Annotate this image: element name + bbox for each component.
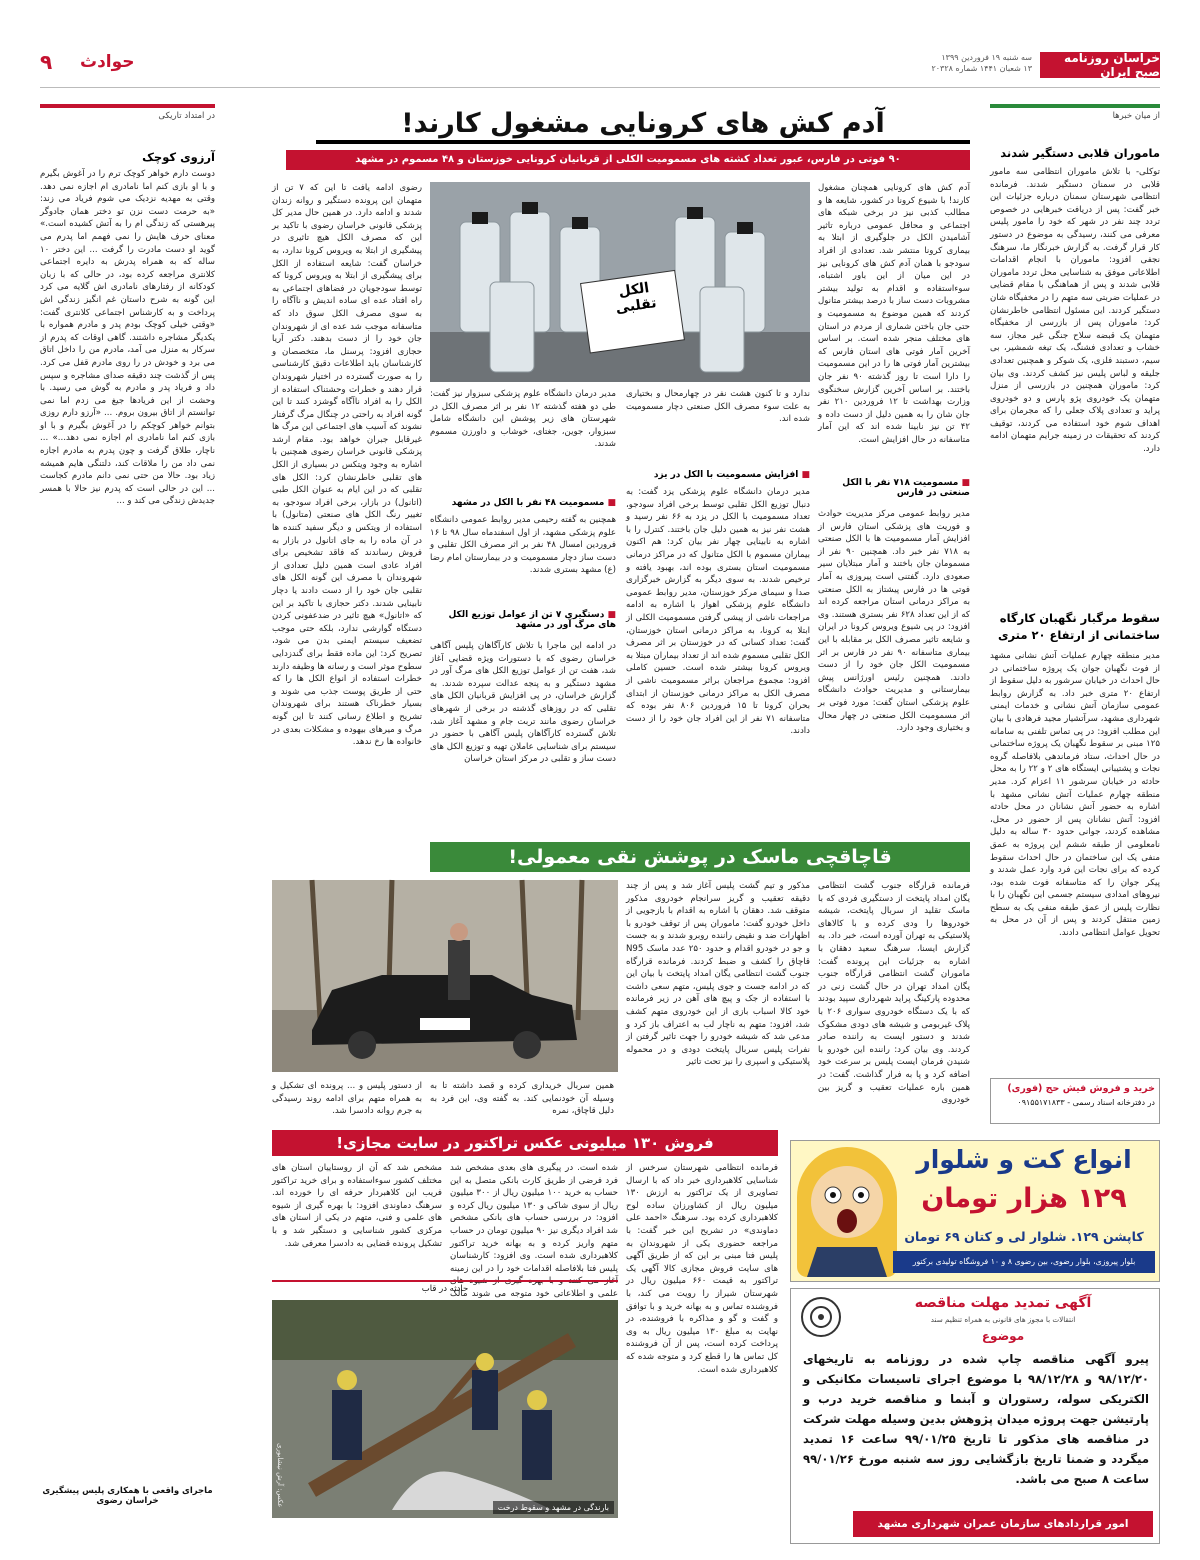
hajj-ad: خرید و فروش فیش حج (فوری) در دفترخانه اسناد رسمی - ۰۹۱۵۵۱۷۱۸۳۳ [990,1078,1160,1124]
police-car-photo [272,880,618,1072]
main-col1-text: آدم کش های کرونایی همچنان مشغول کارند! با شیوع کرونا در کشور، شایعه ها و مطالب کذبی نیز در برخی شبکه های اجتماعی و محافل عمومی درباره تاثیر آشامیدن الکل در جلوگیری از ابتلا به بیماری کرونا منتشر شد. تعدادی از افراد سودجو با همان آدم کش های کرونایی نیز در این میان از این باور اشتباه، سوءاستفاده و اقدام به تولید بیشتر مشروبات دست ساز با درصد بیشتر متانول کردند که همین موضوع به مسمومیت و حتی جان باختن شماری از مردم در استان های مختلف منجر شده است. بر اساس آخرین آمار فوتی های استان فارس که بیشترین آمار فوتی ها را در این مسمومیت را دارا است تا روز گذشته ۹۰ نفر جان باختند. بر اساس آخرین گزارش سخنگوی وزارت بهداشت تا ۱۲ فروردین ۲۱۰ نفر جان شان را به همین دلیل از دست داده و ۴۲ تن نیز نابینا شده اند که این آمار متاسفانه در حال افزایش است. [818,183,971,445]
tractor-col2: شده است. در پیگیری های بعدی مشخص شد فرد فرضی از طریق کارت بانکی متصل به این حساب به خرید ۱۰۰ میلیون ریال از ۳۰۰ میلیون ریال از سوی شاکی و ۱۳۰ میلیون ریال کرده و افزود: در بررسی حساب های بانکی مشخص شد افراد دیگری نیز ۹۰ میلیون تومان در حساب متهم واریز کرده و به بهانه خرید تراکتور کلاهبرداری شده است. وی افزود: کارشناسان پلیس فتا بلافاصله اقدامات خود را در این زمینه آغاز می کنند و با بهره گیری از شیوه های علمی و اطلاعاتی خود متوجه می شوند مالک [450,1163,619,1299]
story2-body: مدیر منطقه چهارم عملیات آتش نشانی مشهد از فوت نگهبان جوان یک پروژه ساختمانی در حال احداث در خیابان سرشور به دلیل سقوط از ارتفاع ۲۰ متری خبر داد. به گزارش روابط عمومی سازمان آتش نشانی و خدمات ایمنی شهرداری مشهد، سرآتشیار مجید فرهادی با بیان این مطلب افزود: در پی تماس تلفنی به سامانه ۱۲۵ مبنی بر سقوط نگهبان یک پروژه ساختمانی در حال احداث، ستاد فرماندهی بلافاصله گروه نجات و پشتیبانی ایستگاه های ۲ و ۲۲ را به محل حادثه در خیابان سرشور ۱۱ اعزام کرد. مدیر منطقه چهارم عملیات آتش نشانی مشهد با اشاره به حضور آتش نشانان در محل حادثه افزود: آتش نشانان پس از حضور در محل، مشاهده کردند، جوانی حدود ۳۰ ساله به دلیل نامعلومی از طبقه ششم این پروژه به عمق منفی یک این ساختمان در حال احداث سقوط کرده که برای نجات این فرد وارد عمل شدند و پیکر جوان را که متاسفانه فوت شده بود، نیروهای امدادی سیستم جسمی این نگهبان را با نظارت پلیس از عمق طبقه منفی یک به سطح زمین منتقل کردند و پس از آن در محل به تحویل عوامل انتظامی دادند. [990,651,1160,939]
car-illustration [272,880,618,1072]
main-col2-subhead: ■ افزایش مسمومیت با الکل در یزد [626,470,810,480]
main-story-subtitle: ۹۰ فوتی در فارس، عبور تعداد کشته های مسمومیت الکلی از قربانیان کرونایی خوزستان و ۴۸ مسموم در مشهد [286,150,970,170]
smuggle-col3: همین سربال خریداری کرده و قصد داشته تا به وسیله آن خودنمایی کند. به گفته وی، این فرد به دلیل قاچاق، نمره [430,1081,614,1117]
smuggle-col1: فرمانده قرارگاه جنوب گشت انتظامی یگان امداد پایتخت از دستگیری فردی که با ماسک تقلید از سربال پایتخت، شیشه خودروها را ودی کرده و با کالاهای پلاستیکی به تهران آورده است، خبر داد. به گزارش ایسنا، سرهنگ سعید دهقان با اشاره به جزئیات این پرونده گفت: ماموران گشت انتظامی قرارگاه جنوب یگان امداد تهران در حال گشت زنی در محدوده پارکینگ پراید شهرداری سپید بودند که با یک دستگاه خودروی سواری ۲۰۶ با پلاک غیربومی و شیشه های دودی مشکوک شدند و دستور ایست به راننده صادر کردند. وی بیان کرد: راننده این خودرو با شنیدن فرمان ایست پلیس بر سرعت خود اضافه کرد و پا به فرار گذاشت. گفت: در همین باره عملیات تعقیب و گریز بین خودروی [818,881,970,1106]
story2-title: سقوط مرگبار نگهبان کارگاه ساختمانی از ارتفاع ۲۰ متری [997,611,1160,642]
tractor-col1: فرمانده انتظامی شهرستان سرخس از شناسایی کلاهبرداری خبر داد که با ارسال تصاویری از یک تراکتور به ارزش ۱۳۰ میلیون ریال از کشاورزان ساده لوح کلاهبرداری کرده بود. سرهنگ «احمد علی دماوندی» در تشریح این خبر گفت: با مراجعه حضوری یکی از شهروندان به پلیس فتا مبنی بر این که از طریق آگهی های سایت فروش مجازی کالا آگهی یک تراکتور به قیمت ۶۶۰ میلیون ریال در شهرستان شیراز را رویت می کند، با فروشنده تماس و به بهانه خرید و با توافق و گفت و گو و مذاکره با فروشنده، در نهایت به مبلغ ۱۳۰ میلیون ریال به وی پرداخت کرده است، پس از آن فروشنده کل تماس ها را قطع کرد و متوجه شده که کلاهبرداری شده است. [626,1163,778,1375]
newspaper-logo: خراسان روزنامه صبح ایران [1040,52,1160,78]
tractor-scam-title: فروش ۱۳۰ میلیونی عکس تراکتور در سایت مجازی! [272,1130,778,1156]
main-col3-text: مدیر درمان دانشگاه علوم پزشکی سبزوار نیز گفت: طی دو هفته گذشته ۱۲ نفر بر اثر مصرف الکل در شهرستان های زیر پوشش این دانشگاه شامل سبزوار، جوین، جغتای، خوشاب و داورزن مسموم شدند. [430,389,616,450]
main-col3-text-b: همچنین به گفته رحیمی مدیر روابط عمومی دانشگاه علوم پزشکی مشهد، از اول اسفندماه سال ۹۸ تا ۱۶ فروردین امسال ۴۸ نفر بر اثر مصرف الکل تقلبی و دست ساز دچار مسمومیت و در بیمارستان امام رضا (ع) مشهد بستری شدند. [430,515,616,576]
smuggle-col2: مذکور و تیم گشت پلیس آغاز شد و پس از چند دقیقه تعقیب و گریز سرانجام خودروی مذکور متوقف شد. دهقان با اشاره به اقدام با بازجویی از داخل خودرو گفت: ماموران پس از توقف خودرو با اظهارات ضد و نقیض راننده روبرو شدند و به جست و جو در خودرو اقدام و حدود ۲۵۰ عدد ماسک N95 قاچاق را کشف و ضبط کردند. فرمانده قرارگاه جنوب گشت انتظامی یگان امداد پایتخت با بیان این که در ادامه جست و جوی پلیس، متهم سعی داشت با استفاده از جک و پیچ های آهن در زیر فرمانده خود کالا اسباب بازی از این خودروی متهم کشف شد، افزود: متهم به ناچار لب به اعتراف باز کرد و مدعی شد که شیشه خودرو را جهت تاثیر گرفتن از نفرات پلیس سربال پایتخت دودی و در محموله پلاستیکی و اسپری را نیز تحت تاثیر [626,881,810,1068]
main-col2-text: ندارد و تا کنون هشت نفر در چهارمحال و بختیاری به علت سوء مصرف الکل صنعتی دچار مسمومیت شده اند. [626,389,810,425]
tree-photo-credit: عکس: آرش نیشابوری [276,1443,284,1508]
tree-illustration [272,1300,618,1518]
photo-frame-label: حادثه در قاب [272,1280,618,1296]
bottles-illustration [430,182,810,382]
suit-ad-headline: انواع کت و شلوار [916,1145,1132,1174]
tender-ad-note: انتقالات با مجوز های قانونی به همراه تنظیم سند [930,1315,1076,1324]
tender-ad-subject: موضوع [981,1329,1025,1343]
main-col1-subhead: ■ مسمومیت ۷۱۸ نفر با الکل صنعتی در فارس [818,478,970,498]
story1-body: توکلی- با تلاش ماموران انتظامی سه مامور قلابی در سمنان دستگیر شدند. فرمانده انتظامی شهرستان سمنان درباره جزئیات این خبر گفت: پس از دریافت خبرهایی در خصوص تردد چند نفر در شهر که خود را مامور پلیس معرفی می کنند، رسیدگی به موضوع در دستور کار قرار گرفت. به گزارش خبرنگار ما، سرهنگ نجفی افزود: ماموران با انجام اقدامات اطلاعاتی موفق به شناسایی محل تردد ماموران قلابی شدند و پس از هماهنگی با مقام قضایی در عملیات ضربتی سه متهم را در مخفیگاه شان دستگیر کردند. این مسئول انتظامی خاطرنشان کرد: ماموران پس از بازرسی از مخفیگاه متهمان یک قبضه سلاح جنگی غیر مجاز، سه خشاب و تعدادی فشنگ، یک تیغه شمشیر، بی سیم، دستبند فلزی، یک شوکر و همچنین تعدادی جلیقه و لباس پلیس نیز کشف کردند. وی بیان کرد: ماموران همچنین در بازرسی از منزل متهمان یک خودروی پژو پارس و دو خودروی پراید و تعدادی پلاک جعلی را که مجرمان برای اهداف شوم خود استفاده می کردند، توقیف کردند که تحقیقات در زمینه جرایم متهمان ادامه دارد. [990,167,1160,455]
municipality-emblem-icon [801,1297,841,1337]
main-col3-subhead2: ■ دستگیری ۷ تن از عوامل توزیع الکل های مرگ آور در مشهد [430,610,616,630]
left-story-body: دوست دارم خواهر کوچک ترم را در آغوش بگیرم و با او بازی کنم اما نامادری ام اجازه نمی دهد. وقتی به مهدیه نزدیک می شوم فریاد می زند: «به حرمت دست نزن تو دختر همان جادوگر پیرهستی که زندگی ام را به آتش کشیده است.» معنای حرف هایش را نمی فهمم اما پدرم می گوید او دست مادرت را گرفت ... این دختر ۱۰ ساله که به همراه پدرش به دایره اجتماعی کلانتری مراجعه کرده بود، در حالی که با زبان کودکانه از رفتارهای نامادری اش گلایه می کرد این گونه به شرح داستان غم انگیز زندگی اش پرداخت و به کارشناس اجتماعی کلانتری گفت: «وقتی خیلی کوچک بودم پدر و مادرم همواره با یکدیگر مشاجره داشتند. گاهی اوقات که پدرم از سرکار به منزل می آمد، مادرم من را داخل اتاق می برد و خودش در را روی مادرم قفل می کرد. پس از گذشت چند دقیقه صدای مشاجره و سپس داد و فریاد پدر و مادرم به گوش می رسید. با وحشت از این فریادها جیغ می زدم اما نمی توانستم از اتاق بیرون بروم. ... «آرزو دارم روزی بتوانم خواهر کوچکم را در آغوش بگیرم و با او بازی کنم اما نامادری ام اجازه نمی دهد...» ... ناچار، طلاق گرفت و چون پدرم به مادرم اجازه نمی داد من را ملاقات کند، دلتنگی هایم همیشه زیاد بود. حالا من حتی نمی دانم مادرم کجاست ... این در حالی است که پدرم نیز حالا با همسر جدیدش زندگی می کند و ... [40,169,215,507]
page-header [40,48,1160,88]
tree-photo-caption: بارندگی در مشهد و سقوط درخت [493,1501,614,1514]
tender-ad-title: آگهی تمدید مهلت مناقصه [914,1295,1092,1311]
suit-ad-address: بلوار پیروزی، بلوار رضوی، بین رضوی ۸ و ۱۰ فروشگاه تولیدی برکتور [893,1251,1155,1273]
left-column-label: در امتداد تاریکی [40,104,215,120]
suit-ad-price: ۱۲۹ هزار تومان [921,1183,1127,1214]
tender-ad-body: پیرو آگهی مناقصه چاپ شده در روزنامه به تاریخهای ۹۸/۱۲/۲۰ و ۹۸/۱۲/۲۸ با موضوع اجرای تاسیسات مکانیکی و الکتریکی سوله، رستوران و آبنما و مناقصه خرید درب و پارتیشن جهت پروژه میدان پژوهش بدین وسیله مهلت شرکت در مناقصه های مذکور تا تاریخ ۹۹/۰۱/۲۵ ساعت ۱۶ تمدید میگردد و ضمنا تاریخ بازگشایی روز سه شنبه مورخ ۹۹/۰۱/۲۶ ساعت ۸ صبح می باشد. [803,1352,1149,1486]
main-col2-text-b: مدیر درمان دانشگاه علوم پزشکی یزد گفت: به دنبال توزیع الکل تقلبی توسط برخی افراد سودجو، تعداد مسمومیت با الکل در یزد به ۶۶ نفر رسید و هشت نفر نیز به همین دلیل جان باختند. کنترل را با اشاره به نابینایی چهار نفر بیان کرد: هم اکنون بیماران مسموم با الکل متانول که در مراکز درمانی مسمومیت استان بستری بوده اند، بهبود یافته و ترخیص شدند. به سوی دیگر به گزارش خبرگزاری صدا و سیمای مرکز خوزستان، مدیر روابط عمومی دانشگاه علوم پزشکی اهواز با اشاره به ادامه مراجعات ناشی از پیشی گرفتن مسمومیت الکلی از ابتلا به کرونا، به مراکز درمانی استان خوزستان، گفت: تعداد کسانی که در خوزستان بر اثر مصرف الکل تقلبی مسموم شده اند از تعداد بیماران مبتلا به ویروس کرونا بیشتر شده است. حسین کاملی افزود: مجموع مراجعان براثر مسمومیت ناشی از مصرف الکل به مراکز درمانی خوزستان از ابتدای بحران کرونا تا ۱۵ فروردین ۸۰۶ نفر بوده که متاسفانه ۷۱ نفر از این افراد جان خود را از دست دادند. [626,487,811,737]
tractor-col3: مشخص شد که آن از روستاییان استان های مختلف کشور سوءاستفاده و برای خرید تراکتور فریب این کلاهبردار حرفه ای را خورده اند. سرهنگ دماوندی افزود: با بهره گیری از شیوه های علمی و فنی، متهم در یکی از استان های مرکزی کشور شناسایی و دستگیر شد و با تشکیل پرونده قضایی به دادسرا معرفی شد. [272,1163,442,1249]
page-number: ۹ [40,50,53,74]
smuggle-col4: از دستور پلیس و ... پرونده ای تشکیل و به همراه متهم برای ادامه روند رسیدگی به جرم روانه دادسرا شد. [272,1081,422,1117]
left-story-title: آرزوی کوچک [142,150,215,164]
main-col3-subhead: ■ مسمومیت ۴۸ نفر با الکل در مشهد [430,498,616,508]
suit-ad-offer: کاپشن ۱۲۹. شلوار لی و کتان ۶۹ تومان [904,1229,1144,1244]
suit-ad [790,1140,1160,1282]
photo-sign-label: الکل تقلبی [614,280,658,317]
right-column-label: از میان خبرها [990,104,1160,120]
section-title: حوادث [80,52,135,72]
tender-ad-footer: امور قراردادهای سازمان عمران شهرداری مشهد [853,1511,1153,1537]
main-col1-text-b: مدیر روابط عمومی مرکز مدیریت حوادث و فوریت های پزشکی استان فارس از افزایش آمار مسمومیت ها با الکل صنعتی به ۷۱۸ نفر خبر داد. همچنین ۹۰ نفر از مسمومان جان باختند و آمار مبتلایان سیر صعودی دارد. گفتنی است پیروزی به آمار فوتی ها در فارس پیشتاز به الکل صنعتی به مراکز درمانی استان مراجعه کرده اند که از این تعداد ۶۲۸ نفر بستری هستند. وی افزود: در پی شیوع ویروس کرونا در ایران و شایعه تاثیر مصرف الکل بر مقابله با این بیماری متاسفانه ۹۰ نفر در فارس بر اثر مسمومیت الکل جان خود را از دست دادند. همچنین رئیس اورژانس پیش بیمارستانی و مدیریت حوادث دانشگاه علوم پزشکی استان گفت: مورد فوتی بر اثر مسمومیت الکل صنعتی در چهار محال و بختیاری وجود دارد. [818,509,971,734]
surprised-face-icon [797,1147,897,1277]
main-col3-text-c: در ادامه این ماجرا با تلاش کارآگاهان پلیس آگاهی خراسان رضوی که با دستورات ویژه قضایی آغاز شد، هفت تن از عوامل توزیع الکل های مرگ آور در مشهد دستگیر و به پنجه عدالت سپرده شدند. به گزارش خراسان، در پی افزایش قربانیان الکل های تقلبی که در روزهای گذشته در برخی از شهرهای خراسان رضوی مانند تربت جام و مشهد آغاز شد، تلاش گسترده کارآگاهان پلیس آگاهی با حضور در سیستم برای شناسایی عاملان تهیه و توزیع الکل های دست ساز و تقلبی در مرکز استان خراسان [430,641,616,765]
story1-title: ماموران قلابی دستگیر شدند [1000,146,1160,160]
tender-ad [790,1288,1160,1544]
main-col4-text: رضوی ادامه یافت تا این که ۷ تن از متهمان این پرونده دستگیر و روانه زندان شدند و ادامه دارد. در همین حال مدیر کل پزشکی قانونی خراسان رضوی با تاکید بر این که مصرف الکل هیچ تاثیری در پیشگیری از ابتلا به ویروس کرونا ندارد، به خراسان گفت: شایعه استفاده از الکل برای پیشگیری از ابتلا به ویروس کرونا که توسط سودجویان در فضاهای اجتماعی به راه افتاد عده ای ساده اندیش و ناآگاه را به سوی مصرف الکل سوق داد که متاسفانه موجب شد عده ای از شهروندان جان خود را از دست بدهند. دکتر آریا حجازی افزود: پرسنل ما، متخصصان و کارشناسان باید اطلاعات دقیق کارشناسی را به صورت گسترده در اختیار شهروندان قرار دهند و خطرات وحشتناک استفاده از الکل را به افراد ناآگاه گوشزد کنند تا این گونه افراد به راحتی در چنگال مرگ گرفتار نشوند که آسیب های اجتماعی این مرگ ها غیرقابل جبران خواهد بود. مقام ارشد پزشکی قانونی خراسان رضوی همچنین با اشاره به وجود ویتکس در بسیاری از الکل های تقلبی خاطرنشان کرد: الکل های تقلبی که در این ایام به عنوان الکل طبی (اتانول) در بازار، برخی افراد سودجو، به تغییر رنگ الکل های صنعتی (متانول) با استفاده از ویتکس و دیگر سفید کننده ها در آن ماده را به جای اتانول در بازار به فروش رساندند که فاقد تشخیص برای افراد عادی است همین دلیل تعدادی از شهروندان با مصرف این گونه الکل های تقلبی جان خود را از دست دادند یا دچار نابینایی شدند. دکتر حجازی با تاکید بر این که «اتانول» هیچ تاثیر در ضدعفونی کردن دستگاه گوارشی ندارد، بلکه حتی موجب تضعیف سیستم ایمنی بدن می شود، تصریح کرد: این ماده فقط برای گندزدایی سطوح موثر است و رسانه ها وظیفه دارند خطرات استفاده از انواع الکل ها را که حتی از طریق پوست جذب می شوند و بسیار خطرناک هستند برای شهروندان تشریح و اطلاع رسانی کنند تا این گونه مرگ و میرهای بیهوده و مشکلات بعدی در خانواده ها رخ ندهد. [272,183,423,748]
issue-date: سه شنبه ۱۹ فروردین ۱۳۹۹ ۱۳ شعبان ۱۴۴۱ شماره ۲۰۳۲۸ [931,53,1032,73]
fallen-tree-photo [272,1300,618,1518]
main-story-title: آدم کش های کرونایی مشغول کارند! [316,104,970,144]
left-story-footer: ماجرای واقعی با همکاری پلیس پیشگیری خراسان رضوی [42,1486,213,1506]
fake-alcohol-photo [430,182,810,382]
mask-smuggler-title: قاچاقچی ماسک در پوشش نقی معمولی! [430,842,970,872]
